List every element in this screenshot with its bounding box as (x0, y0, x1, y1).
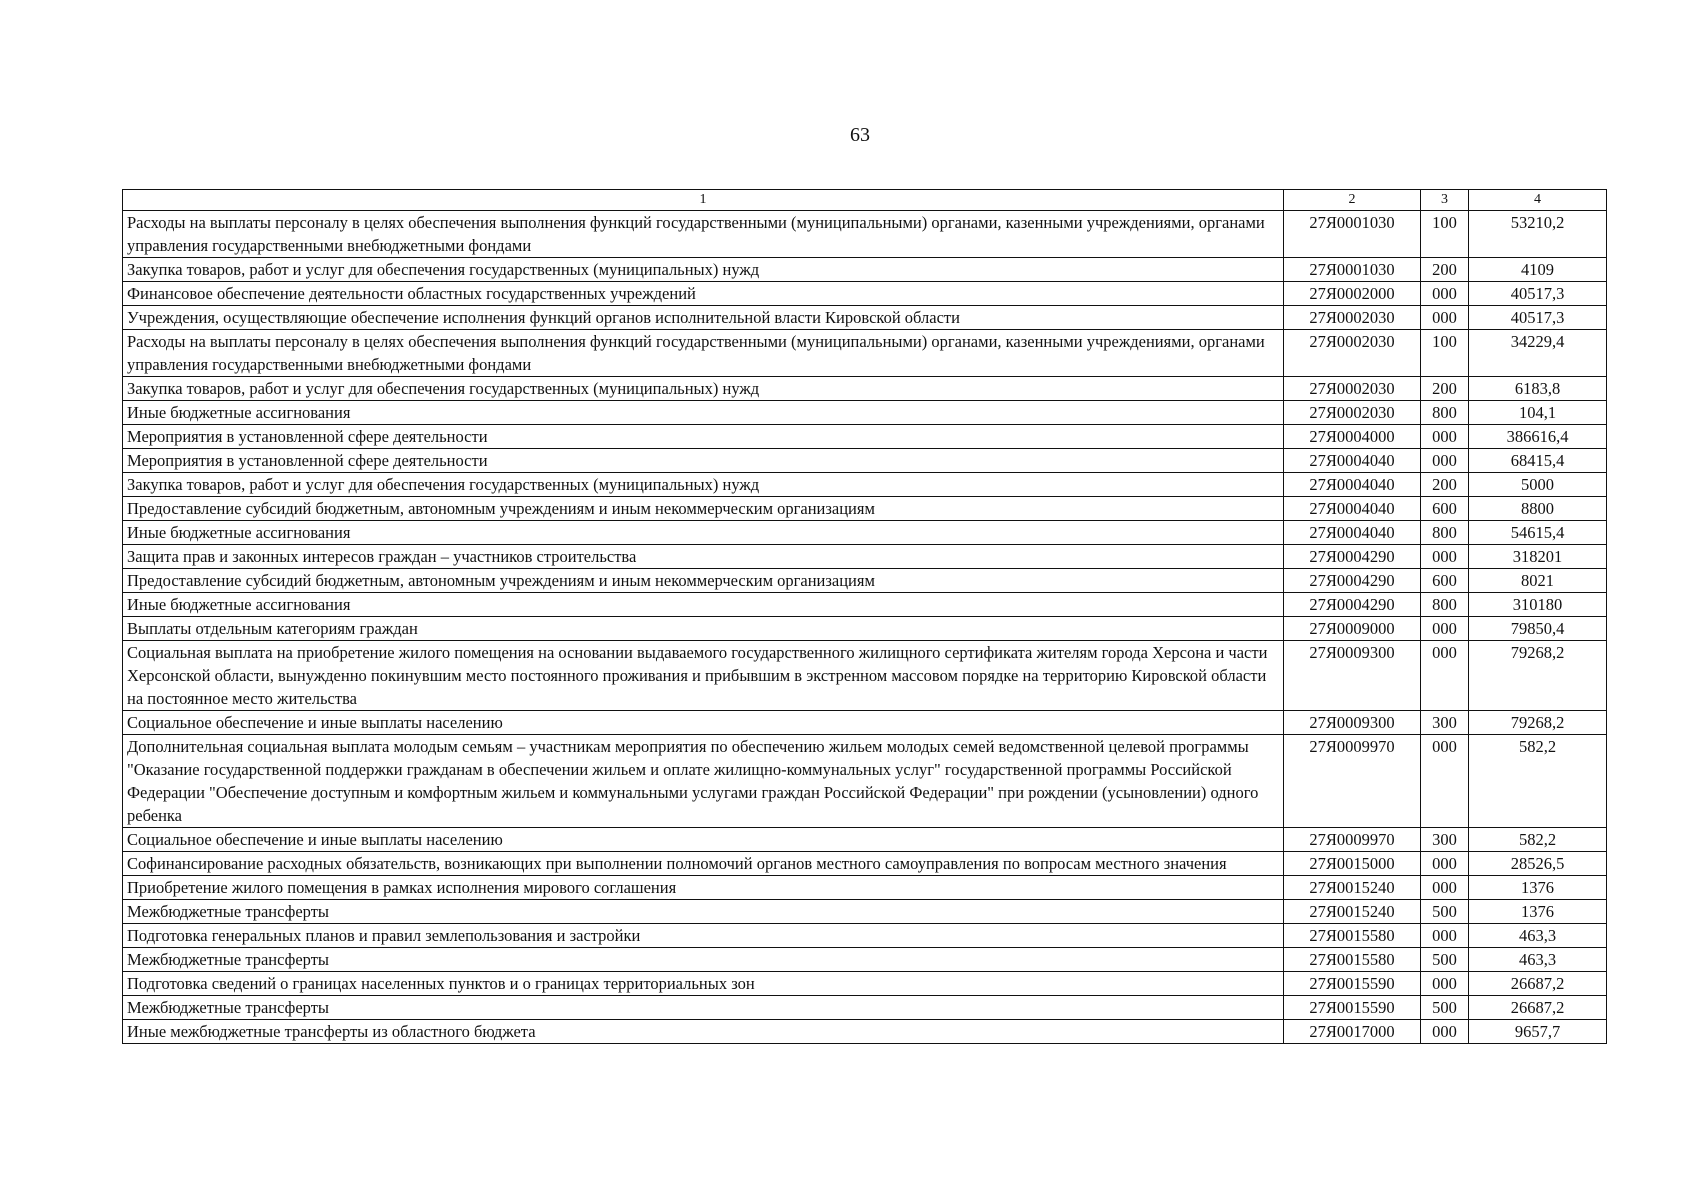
row-expense-type: 600 (1421, 569, 1469, 593)
row-description: Софинансирование расходных обязательств, возникающих при выполнении полномочий органов местного самоуправления по вопросам местного значения (123, 852, 1284, 876)
row-expense-type: 500 (1421, 948, 1469, 972)
row-expense-type: 300 (1421, 828, 1469, 852)
row-amount: 463,3 (1469, 948, 1607, 972)
row-amount: 6183,8 (1469, 377, 1607, 401)
table-row (123, 545, 1607, 569)
table-body (123, 211, 1607, 1044)
row-expense-type: 000 (1421, 852, 1469, 876)
row-description: Межбюджетные трансферты (123, 948, 1284, 972)
row-code: 27Я0015240 (1284, 900, 1421, 924)
row-expense-type: 100 (1421, 330, 1469, 377)
row-amount: 53210,2 (1469, 211, 1607, 258)
table-row (123, 330, 1607, 377)
row-code: 27Я0002030 (1284, 377, 1421, 401)
row-expense-type: 300 (1421, 711, 1469, 735)
row-code: 27Я0002000 (1284, 282, 1421, 306)
row-code: 27Я0009970 (1284, 735, 1421, 828)
row-amount: 28526,5 (1469, 852, 1607, 876)
row-code: 27Я0015590 (1284, 972, 1421, 996)
table-row (123, 876, 1607, 900)
row-amount: 582,2 (1469, 828, 1607, 852)
row-description: Закупка товаров, работ и услуг для обеспечения государственных (муниципальных) нужд (123, 377, 1284, 401)
table-row (123, 735, 1607, 828)
row-expense-type: 500 (1421, 996, 1469, 1020)
row-description: Межбюджетные трансферты (123, 900, 1284, 924)
row-description: Межбюджетные трансферты (123, 996, 1284, 1020)
column-header-2: 2 (1284, 190, 1421, 211)
row-code: 27Я0004040 (1284, 449, 1421, 473)
row-expense-type: 000 (1421, 641, 1469, 711)
row-code: 27Я0015580 (1284, 948, 1421, 972)
table-row (123, 996, 1607, 1020)
row-expense-type: 000 (1421, 282, 1469, 306)
column-header-3: 3 (1421, 190, 1469, 211)
table-row (123, 828, 1607, 852)
row-code: 27Я0002030 (1284, 306, 1421, 330)
table-row (123, 617, 1607, 641)
row-amount: 386616,4 (1469, 425, 1607, 449)
row-code: 27Я0015590 (1284, 996, 1421, 1020)
row-code: 27Я0004290 (1284, 569, 1421, 593)
table-row (123, 306, 1607, 330)
row-description: Расходы на выплаты персоналу в целях обеспечения выполнения функций государственными (муниципальными) органами, казенными учреждениями, органами управления государственными внебюджетными фондами (123, 211, 1284, 258)
row-amount: 79268,2 (1469, 711, 1607, 735)
row-amount: 5000 (1469, 473, 1607, 497)
row-code: 27Я0002030 (1284, 401, 1421, 425)
row-expense-type: 000 (1421, 545, 1469, 569)
row-amount: 40517,3 (1469, 306, 1607, 330)
row-expense-type: 000 (1421, 617, 1469, 641)
row-description: Расходы на выплаты персоналу в целях обеспечения выполнения функций государственными (муниципальными) органами, казенными учреждениями, органами управления государственными внебюджетными фондами (123, 330, 1284, 377)
row-expense-type: 000 (1421, 449, 1469, 473)
page-number: 63 (850, 124, 870, 146)
table-row (123, 377, 1607, 401)
row-amount: 4109 (1469, 258, 1607, 282)
row-description: Иные межбюджетные трансферты из областного бюджета (123, 1020, 1284, 1044)
row-description: Социальное обеспечение и иные выплаты населению (123, 828, 1284, 852)
table-row (123, 569, 1607, 593)
row-amount: 40517,3 (1469, 282, 1607, 306)
row-expense-type: 800 (1421, 593, 1469, 617)
row-code: 27Я0009300 (1284, 641, 1421, 711)
row-description: Финансовое обеспечение деятельности областных государственных учреждений (123, 282, 1284, 306)
row-code: 27Я0004040 (1284, 473, 1421, 497)
table-row (123, 948, 1607, 972)
table-row (123, 972, 1607, 996)
row-code: 27Я0002030 (1284, 330, 1421, 377)
row-expense-type: 600 (1421, 497, 1469, 521)
row-description: Мероприятия в установленной сфере деятельности (123, 449, 1284, 473)
row-amount: 79850,4 (1469, 617, 1607, 641)
row-amount: 318201 (1469, 545, 1607, 569)
row-description: Закупка товаров, работ и услуг для обеспечения государственных (муниципальных) нужд (123, 258, 1284, 282)
column-header-1: 1 (123, 190, 1284, 211)
table-row (123, 497, 1607, 521)
table-row (123, 282, 1607, 306)
table-row (123, 449, 1607, 473)
row-expense-type: 000 (1421, 924, 1469, 948)
row-amount: 26687,2 (1469, 972, 1607, 996)
row-code: 27Я0001030 (1284, 211, 1421, 258)
row-description: Выплаты отдельным категориям граждан (123, 617, 1284, 641)
table-row (123, 211, 1607, 258)
row-code: 27Я0004040 (1284, 497, 1421, 521)
row-expense-type: 800 (1421, 401, 1469, 425)
row-description: Подготовка сведений о границах населенных пунктов и о границах территориальных зон (123, 972, 1284, 996)
row-amount: 8800 (1469, 497, 1607, 521)
row-amount: 582,2 (1469, 735, 1607, 828)
row-description: Социальное обеспечение и иные выплаты населению (123, 711, 1284, 735)
row-description: Подготовка генеральных планов и правил землепользования и застройки (123, 924, 1284, 948)
table-row (123, 641, 1607, 711)
row-description: Дополнительная социальная выплата молодым семьям – участникам мероприятия по обеспечению жильем молодых семей ведомственной целевой программы "Оказание государственной поддержки гражданам в обеспечении жильем и оплате жилищно-коммунальных услуг" государственной программы Российской Федерации "Обеспечение доступным и комфортным жильем и коммунальными услугами граждан Российской Федерации" при рождении (усыновлении) одного ребенка (123, 735, 1284, 828)
row-amount: 54615,4 (1469, 521, 1607, 545)
row-code: 27Я0015580 (1284, 924, 1421, 948)
row-description: Защита прав и законных интересов граждан – участников строительства (123, 545, 1284, 569)
table-row (123, 852, 1607, 876)
table-row (123, 401, 1607, 425)
row-code: 27Я0009000 (1284, 617, 1421, 641)
row-amount: 1376 (1469, 876, 1607, 900)
row-code: 27Я0004040 (1284, 521, 1421, 545)
row-amount: 68415,4 (1469, 449, 1607, 473)
row-code: 27Я0009970 (1284, 828, 1421, 852)
row-amount: 1376 (1469, 900, 1607, 924)
row-code: 27Я0004000 (1284, 425, 1421, 449)
row-description: Иные бюджетные ассигнования (123, 521, 1284, 545)
row-description: Предоставление субсидий бюджетным, автономным учреждениям и иным некоммерческим организациям (123, 497, 1284, 521)
table-row (123, 258, 1607, 282)
row-code: 27Я0017000 (1284, 1020, 1421, 1044)
row-expense-type: 000 (1421, 972, 1469, 996)
table-row (123, 1020, 1607, 1044)
row-description: Приобретение жилого помещения в рамках исполнения мирового соглашения (123, 876, 1284, 900)
column-header-4: 4 (1469, 190, 1607, 211)
table-row (123, 711, 1607, 735)
row-amount: 34229,4 (1469, 330, 1607, 377)
row-code: 27Я0001030 (1284, 258, 1421, 282)
row-code: 27Я0009300 (1284, 711, 1421, 735)
row-amount: 79268,2 (1469, 641, 1607, 711)
table-row (123, 900, 1607, 924)
budget-table (122, 189, 1607, 1044)
row-expense-type: 000 (1421, 1020, 1469, 1044)
row-description: Иные бюджетные ассигнования (123, 401, 1284, 425)
table-row (123, 425, 1607, 449)
row-code: 27Я0004290 (1284, 593, 1421, 617)
row-description: Закупка товаров, работ и услуг для обеспечения государственных (муниципальных) нужд (123, 473, 1284, 497)
row-description: Предоставление субсидий бюджетным, автономным учреждениям и иным некоммерческим организациям (123, 569, 1284, 593)
row-expense-type: 200 (1421, 473, 1469, 497)
row-description: Мероприятия в установленной сфере деятельности (123, 425, 1284, 449)
row-expense-type: 800 (1421, 521, 1469, 545)
row-amount: 8021 (1469, 569, 1607, 593)
row-code: 27Я0004290 (1284, 545, 1421, 569)
table-row (123, 521, 1607, 545)
row-code: 27Я0015000 (1284, 852, 1421, 876)
row-expense-type: 000 (1421, 876, 1469, 900)
row-expense-type: 000 (1421, 425, 1469, 449)
row-code: 27Я0015240 (1284, 876, 1421, 900)
table-row (123, 924, 1607, 948)
table-row (123, 473, 1607, 497)
row-expense-type: 200 (1421, 258, 1469, 282)
row-amount: 26687,2 (1469, 996, 1607, 1020)
row-description: Иные бюджетные ассигнования (123, 593, 1284, 617)
row-expense-type: 500 (1421, 900, 1469, 924)
row-amount: 310180 (1469, 593, 1607, 617)
row-amount: 463,3 (1469, 924, 1607, 948)
row-expense-type: 000 (1421, 306, 1469, 330)
table-row (123, 593, 1607, 617)
row-expense-type: 200 (1421, 377, 1469, 401)
row-description: Социальная выплата на приобретение жилого помещения на основании выдаваемого государственного жилищного сертификата жителям города Херсона и части Херсонской области, вынужденно покинувшим место постоянного проживания и прибывшим в экстренном массовом порядке на территорию Кировской области на постоянное место жительства (123, 641, 1284, 711)
row-expense-type: 000 (1421, 735, 1469, 828)
table-header-row (123, 190, 1607, 211)
row-amount: 9657,7 (1469, 1020, 1607, 1044)
row-expense-type: 100 (1421, 211, 1469, 258)
row-amount: 104,1 (1469, 401, 1607, 425)
row-description: Учреждения, осуществляющие обеспечение исполнения функций органов исполнительной власти Кировской области (123, 306, 1284, 330)
